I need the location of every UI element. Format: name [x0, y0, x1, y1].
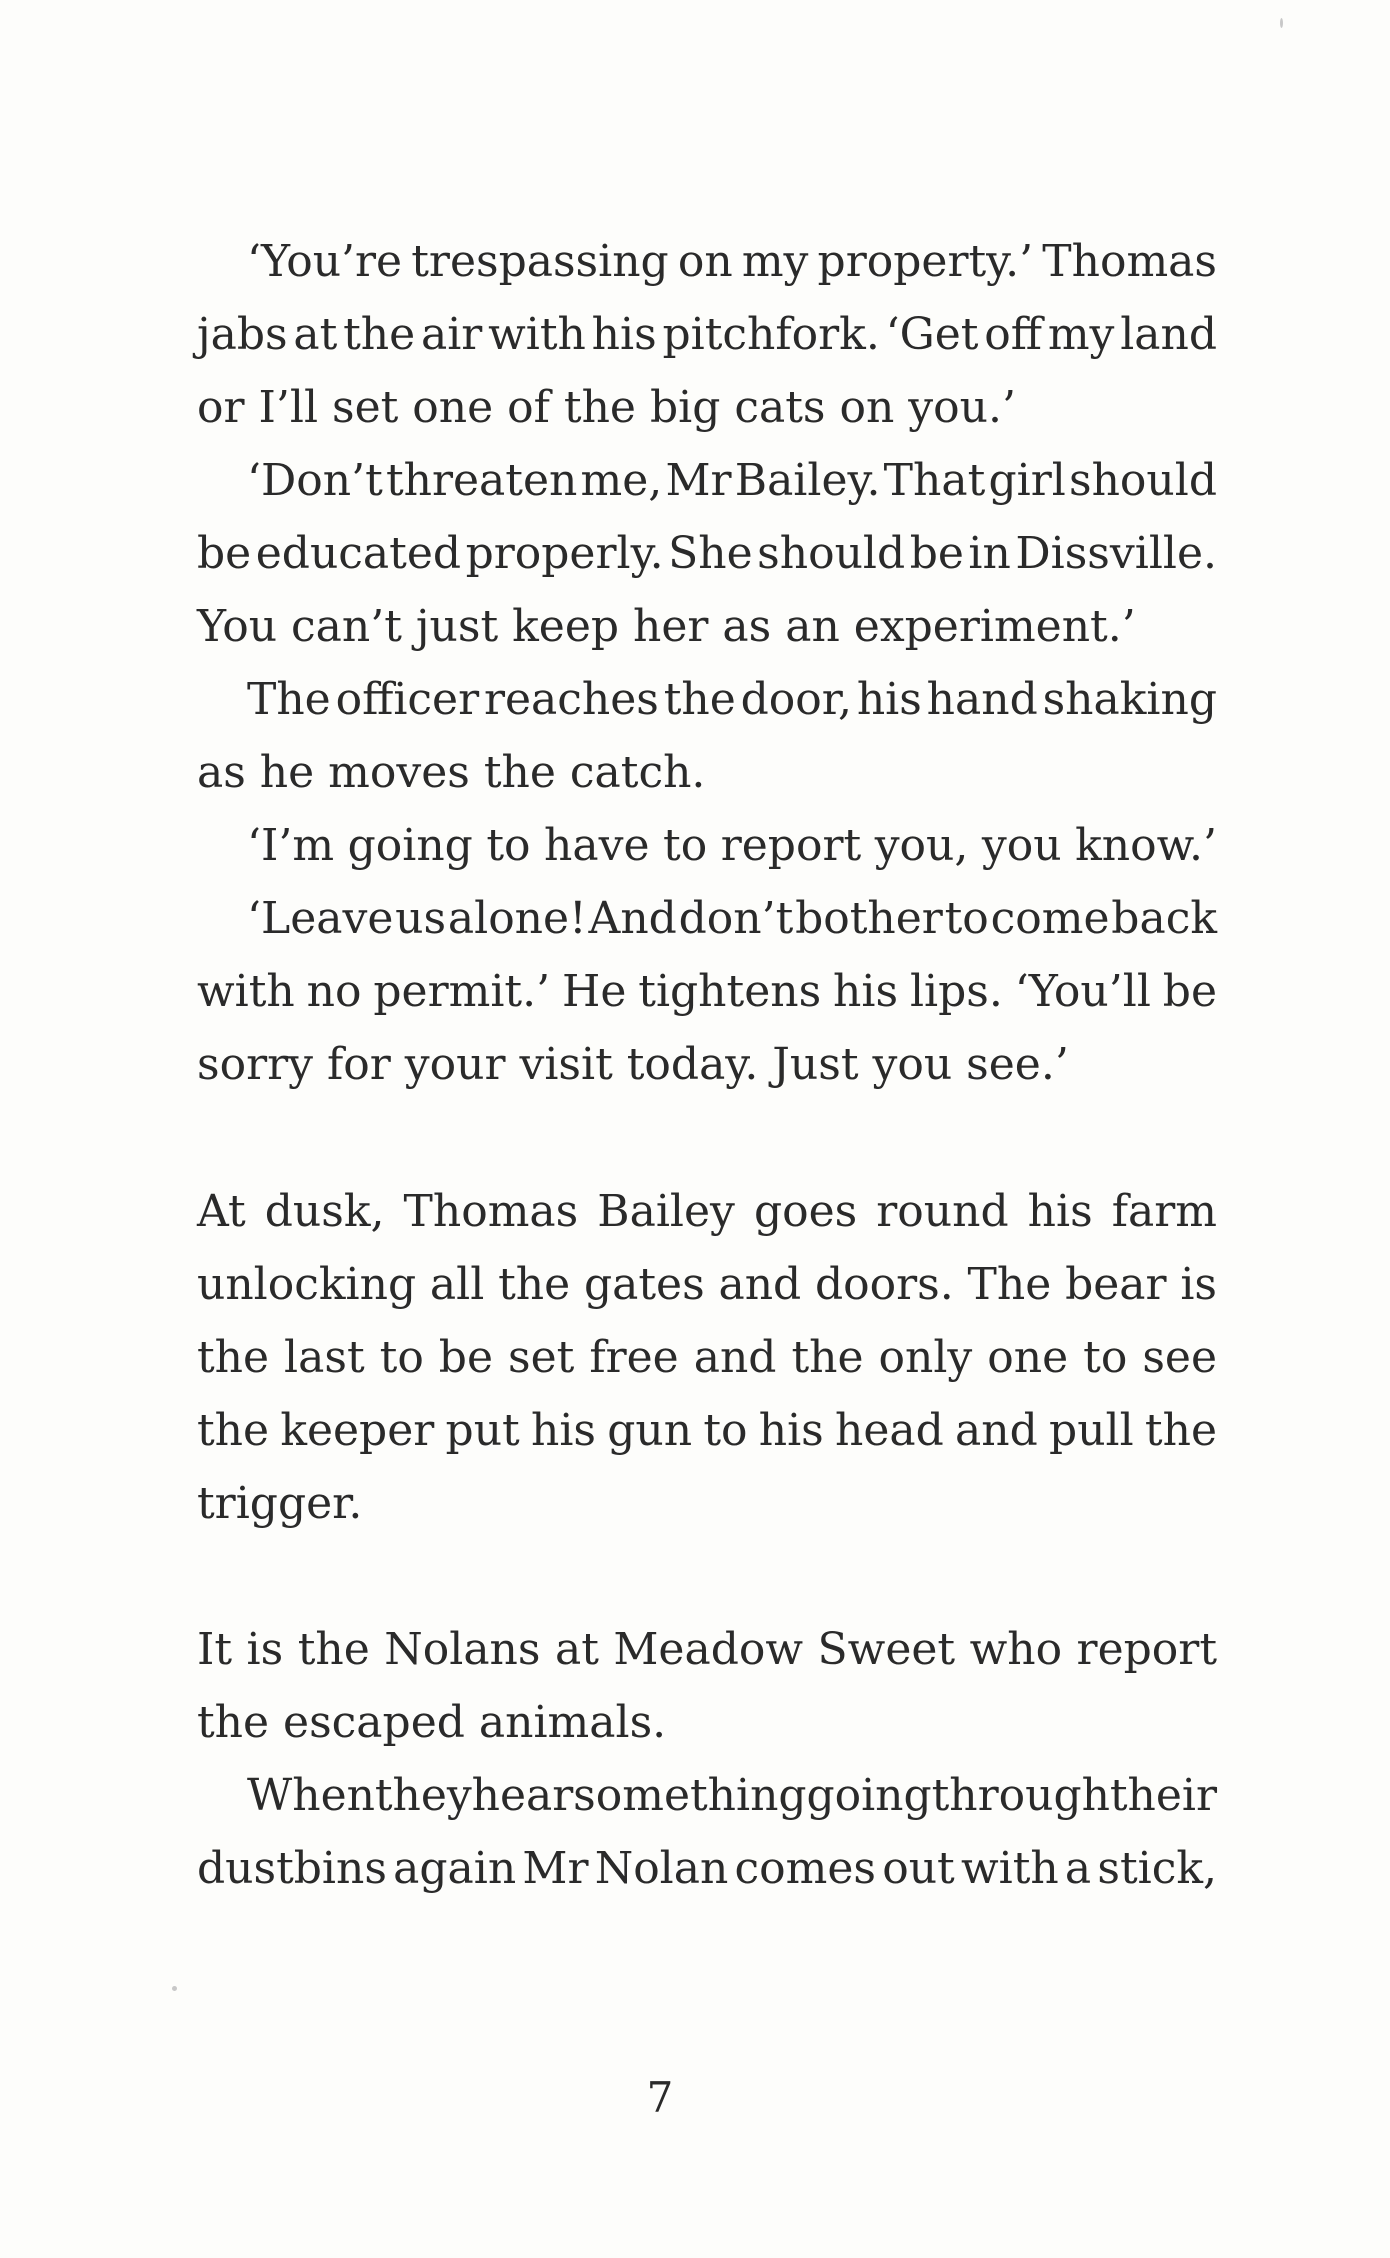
text-line: unlocking all the gates and doors. The bear is: [197, 1259, 1217, 1310]
text-line: ‘Leave us alone! And don’t bother to come back: [247, 893, 1217, 944]
text-line: with no permit.’ He tightens his lips. ‘You’ll be: [197, 966, 1217, 1017]
page-number: 7: [646, 2073, 674, 2122]
text-line: jabs at the air with his pitchfork. ‘Get off my land: [197, 309, 1218, 360]
text-line: dustbins again Mr Nolan comes out with a stick,: [197, 1843, 1217, 1894]
text-line: The officer reaches the door, his hand shaking: [247, 674, 1217, 725]
text-line: the keeper put his gun to his head and pull the: [197, 1405, 1217, 1456]
text-line: ‘You’re trespassing on my property.’ Thomas: [247, 236, 1217, 287]
scan-speck: [1280, 18, 1283, 28]
text-line: the last to be set free and the only one to see: [197, 1332, 1217, 1383]
text-line: ‘I’m going to have to report you, you know.’: [247, 820, 1217, 871]
text-line: You can’t just keep her as an experiment.’: [197, 601, 1136, 652]
text-line: sorry for your visit today. Just you see.’: [197, 1039, 1069, 1090]
text-line: as he moves the catch.: [197, 747, 706, 798]
text-line: At dusk, Thomas Bailey goes round his farm: [197, 1186, 1217, 1237]
text-line: or I’ll set one of the big cats on you.’: [197, 382, 1016, 433]
text-line: When they hear something going through their: [247, 1770, 1218, 1821]
scan-speck: [172, 1986, 177, 1991]
text-line: It is the Nolans at Meadow Sweet who report: [197, 1624, 1217, 1675]
text-line: trigger.: [197, 1478, 363, 1529]
text-line: ‘Don’t threaten me, Mr Bailey. That girl should: [247, 455, 1217, 506]
text-line: the escaped animals.: [197, 1697, 667, 1748]
text-line: be educated properly. She should be in Dissville.: [197, 528, 1217, 579]
